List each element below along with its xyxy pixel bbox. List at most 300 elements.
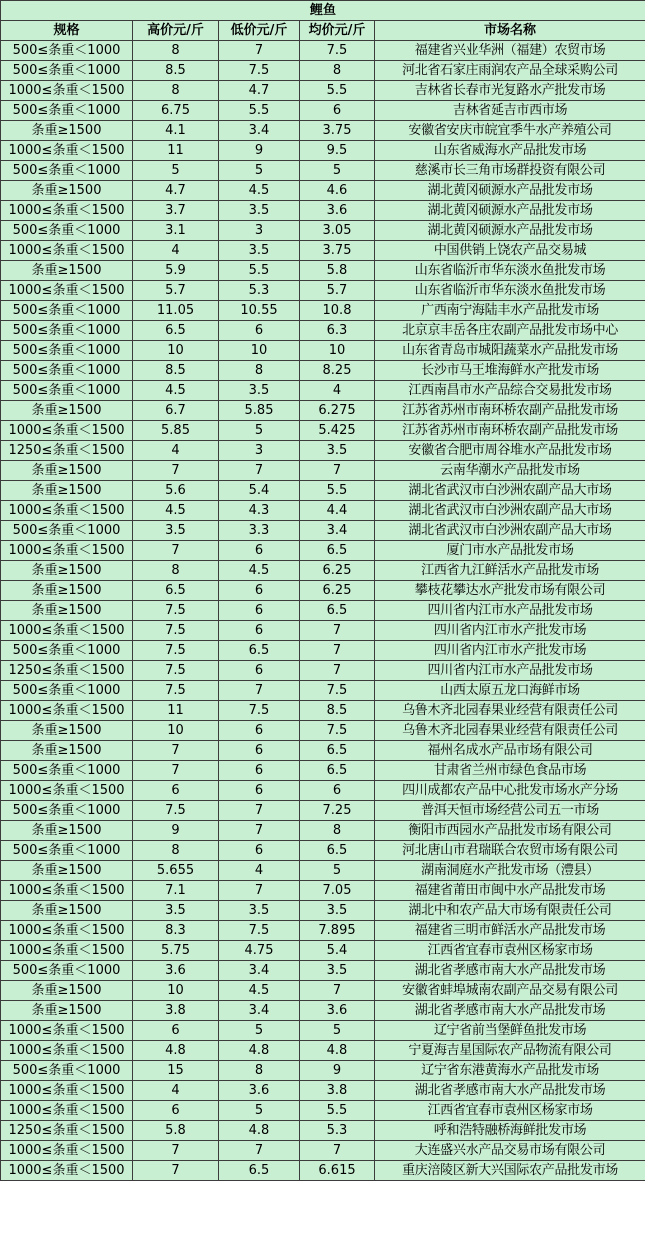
cell-market: 湖南洞庭水产批发市场（澧县）	[375, 861, 645, 881]
table-row	[1, 1141, 645, 1161]
cell-high-price: 10	[133, 341, 219, 361]
header-high-price: 高价元/斤	[133, 21, 219, 41]
cell-low-price: 3.5	[219, 201, 300, 221]
cell-market: 安徽省安庆市皖宜季牛水产养殖公司	[375, 121, 645, 141]
cell-spec: 500≤条重＜1000	[1, 521, 133, 541]
cell-spec: 1000≤条重＜1500	[1, 501, 133, 521]
table-row	[1, 781, 645, 801]
cell-low-price: 7	[219, 681, 300, 701]
cell-high-price: 3.5	[133, 901, 219, 921]
header-spec: 规格	[1, 21, 133, 41]
cell-high-price: 7.5	[133, 661, 219, 681]
cell-avg-price: 5	[300, 1021, 375, 1041]
table-row	[1, 401, 645, 421]
cell-avg-price: 3.8	[300, 1081, 375, 1101]
cell-low-price: 4.8	[219, 1121, 300, 1141]
cell-market: 湖北省武汉市白沙洲农副产品大市场	[375, 481, 645, 501]
cell-avg-price: 6.275	[300, 401, 375, 421]
cell-high-price: 4	[133, 441, 219, 461]
table-row	[1, 41, 645, 61]
cell-high-price: 7	[133, 761, 219, 781]
table-row	[1, 561, 645, 581]
cell-avg-price: 8	[300, 61, 375, 81]
cell-market: 四川省内江市水产品批发市场	[375, 601, 645, 621]
cell-market: 广西南宁海陆丰水产品批发市场	[375, 301, 645, 321]
cell-low-price: 6.5	[219, 1161, 300, 1181]
cell-low-price: 6	[219, 601, 300, 621]
cell-market: 四川省内江市水产品批发市场	[375, 661, 645, 681]
table-row	[1, 961, 645, 981]
cell-low-price: 7	[219, 41, 300, 61]
cell-high-price: 3.7	[133, 201, 219, 221]
cell-high-price: 6	[133, 1021, 219, 1041]
cell-avg-price: 5	[300, 861, 375, 881]
cell-low-price: 4.5	[219, 181, 300, 201]
cell-low-price: 5	[219, 1101, 300, 1121]
table-row	[1, 61, 645, 81]
cell-market: 江西省宜春市袁州区杨家市场	[375, 941, 645, 961]
cell-high-price: 5.6	[133, 481, 219, 501]
cell-avg-price: 7	[300, 621, 375, 641]
cell-low-price: 3.5	[219, 381, 300, 401]
cell-avg-price: 7	[300, 1141, 375, 1161]
table-row	[1, 701, 645, 721]
cell-low-price: 9	[219, 141, 300, 161]
cell-high-price: 5.655	[133, 861, 219, 881]
cell-spec: 条重≥1500	[1, 121, 133, 141]
cell-market: 福州名成水产品市场有限公司	[375, 741, 645, 761]
cell-spec: 1000≤条重＜1500	[1, 881, 133, 901]
cell-high-price: 6.75	[133, 101, 219, 121]
cell-avg-price: 9	[300, 1061, 375, 1081]
cell-avg-price: 7	[300, 641, 375, 661]
cell-spec: 条重≥1500	[1, 601, 133, 621]
table-row	[1, 841, 645, 861]
cell-low-price: 3.3	[219, 521, 300, 541]
table-row	[1, 641, 645, 661]
cell-market: 湖北黄冈硕源水产品批发市场	[375, 201, 645, 221]
cell-avg-price: 3.5	[300, 961, 375, 981]
cell-spec: 500≤条重＜1000	[1, 101, 133, 121]
cell-high-price: 5.85	[133, 421, 219, 441]
cell-avg-price: 9.5	[300, 141, 375, 161]
table-title: 鲤鱼	[1, 1, 645, 21]
cell-avg-price: 8.5	[300, 701, 375, 721]
cell-low-price: 3.5	[219, 901, 300, 921]
cell-high-price: 7	[133, 541, 219, 561]
cell-high-price: 7.5	[133, 601, 219, 621]
cell-spec: 1000≤条重＜1500	[1, 701, 133, 721]
cell-market: 湖北中和农产品大市场有限责任公司	[375, 901, 645, 921]
header-market: 市场名称	[375, 21, 645, 41]
cell-market: 北京京丰岳各庄农副产品批发市场中心	[375, 321, 645, 341]
cell-low-price: 4.7	[219, 81, 300, 101]
cell-high-price: 3.8	[133, 1001, 219, 1021]
cell-market: 河北唐山市君瑞联合农贸市场有限公司	[375, 841, 645, 861]
cell-high-price: 3.5	[133, 521, 219, 541]
table-row	[1, 1061, 645, 1081]
cell-high-price: 8.5	[133, 61, 219, 81]
cell-market: 吉林省长春市光复路水产批发市场	[375, 81, 645, 101]
cell-avg-price: 3.5	[300, 441, 375, 461]
cell-high-price: 8.3	[133, 921, 219, 941]
cell-avg-price: 10.8	[300, 301, 375, 321]
cell-spec: 条重≥1500	[1, 741, 133, 761]
cell-market: 福建省兴业华洲（福建）农贸市场	[375, 41, 645, 61]
cell-high-price: 8	[133, 561, 219, 581]
cell-avg-price: 6	[300, 781, 375, 801]
cell-low-price: 5.3	[219, 281, 300, 301]
cell-low-price: 3.4	[219, 121, 300, 141]
table-row	[1, 481, 645, 501]
table-row	[1, 421, 645, 441]
cell-low-price: 3.5	[219, 241, 300, 261]
cell-high-price: 3.6	[133, 961, 219, 981]
cell-market: 湖北省武汉市白沙洲农副产品大市场	[375, 501, 645, 521]
cell-market: 四川省内江市水产批发市场	[375, 621, 645, 641]
cell-avg-price: 3.5	[300, 901, 375, 921]
cell-low-price: 7	[219, 461, 300, 481]
cell-spec: 条重≥1500	[1, 261, 133, 281]
table-row	[1, 581, 645, 601]
cell-avg-price: 6.5	[300, 841, 375, 861]
table-row	[1, 621, 645, 641]
cell-high-price: 6.5	[133, 581, 219, 601]
cell-avg-price: 6	[300, 101, 375, 121]
cell-low-price: 5	[219, 161, 300, 181]
cell-avg-price: 5.3	[300, 1121, 375, 1141]
cell-high-price: 4	[133, 1081, 219, 1101]
table-row	[1, 121, 645, 141]
table-row	[1, 201, 645, 221]
cell-market: 湖北黄冈硕源水产品批发市场	[375, 221, 645, 241]
cell-high-price: 11	[133, 141, 219, 161]
cell-spec: 条重≥1500	[1, 861, 133, 881]
table-row	[1, 181, 645, 201]
cell-avg-price: 6.25	[300, 581, 375, 601]
cell-market: 四川成都农产品中心批发市场水产分场	[375, 781, 645, 801]
cell-market: 湖北省武汉市白沙洲农副产品大市场	[375, 521, 645, 541]
table-row	[1, 881, 645, 901]
cell-avg-price: 8	[300, 821, 375, 841]
cell-spec: 条重≥1500	[1, 181, 133, 201]
cell-avg-price: 10	[300, 341, 375, 361]
table-row	[1, 381, 645, 401]
cell-spec: 条重≥1500	[1, 581, 133, 601]
cell-market: 山西太原五龙口海鲜市场	[375, 681, 645, 701]
cell-spec: 1000≤条重＜1500	[1, 921, 133, 941]
cell-avg-price: 4.6	[300, 181, 375, 201]
cell-low-price: 4	[219, 861, 300, 881]
cell-high-price: 4.7	[133, 181, 219, 201]
cell-avg-price: 4.8	[300, 1041, 375, 1061]
header-row	[1, 21, 645, 41]
table-row	[1, 761, 645, 781]
cell-avg-price: 6.5	[300, 741, 375, 761]
table-row	[1, 501, 645, 521]
cell-market: 江西南昌市水产品综合交易批发市场	[375, 381, 645, 401]
cell-avg-price: 6.615	[300, 1161, 375, 1181]
table-row	[1, 1021, 645, 1041]
cell-low-price: 5.5	[219, 101, 300, 121]
cell-spec: 500≤条重＜1000	[1, 161, 133, 181]
cell-spec: 1000≤条重＜1500	[1, 1141, 133, 1161]
cell-spec: 500≤条重＜1000	[1, 61, 133, 81]
cell-market: 云南华潮水产品批发市场	[375, 461, 645, 481]
cell-market: 山东省威海水产品批发市场	[375, 141, 645, 161]
cell-avg-price: 7.5	[300, 41, 375, 61]
table-row	[1, 341, 645, 361]
cell-low-price: 3.6	[219, 1081, 300, 1101]
table-row	[1, 981, 645, 1001]
cell-low-price: 5.4	[219, 481, 300, 501]
cell-low-price: 10	[219, 341, 300, 361]
cell-high-price: 4.5	[133, 381, 219, 401]
cell-high-price: 4.8	[133, 1041, 219, 1061]
cell-spec: 500≤条重＜1000	[1, 841, 133, 861]
cell-high-price: 11.05	[133, 301, 219, 321]
cell-high-price: 6.5	[133, 321, 219, 341]
cell-high-price: 5.8	[133, 1121, 219, 1141]
cell-avg-price: 6.5	[300, 761, 375, 781]
cell-low-price: 4.3	[219, 501, 300, 521]
cell-spec: 500≤条重＜1000	[1, 1061, 133, 1081]
cell-low-price: 3.4	[219, 961, 300, 981]
cell-market: 山东省青岛市城阳蔬菜水产品批发市场	[375, 341, 645, 361]
cell-market: 江西省九江鲜活水产品批发市场	[375, 561, 645, 581]
cell-avg-price: 6.5	[300, 541, 375, 561]
cell-low-price: 6.5	[219, 641, 300, 661]
cell-high-price: 7.5	[133, 681, 219, 701]
cell-spec: 条重≥1500	[1, 481, 133, 501]
cell-low-price: 5.85	[219, 401, 300, 421]
cell-low-price: 7.5	[219, 701, 300, 721]
table-row	[1, 321, 645, 341]
cell-avg-price: 3.75	[300, 241, 375, 261]
cell-market: 吉林省延吉市西市场	[375, 101, 645, 121]
cell-spec: 500≤条重＜1000	[1, 761, 133, 781]
table-row	[1, 161, 645, 181]
cell-spec: 1250≤条重＜1500	[1, 441, 133, 461]
cell-low-price: 4.8	[219, 1041, 300, 1061]
cell-market: 河北省石家庄雨润农产品全球采购公司	[375, 61, 645, 81]
cell-low-price: 5	[219, 1021, 300, 1041]
cell-low-price: 7.5	[219, 921, 300, 941]
cell-high-price: 7.5	[133, 801, 219, 821]
cell-spec: 条重≥1500	[1, 981, 133, 1001]
cell-spec: 条重≥1500	[1, 461, 133, 481]
cell-spec: 500≤条重＜1000	[1, 341, 133, 361]
cell-avg-price: 3.75	[300, 121, 375, 141]
cell-high-price: 9	[133, 821, 219, 841]
cell-spec: 条重≥1500	[1, 821, 133, 841]
cell-spec: 500≤条重＜1000	[1, 961, 133, 981]
cell-market: 四川省内江市水产批发市场	[375, 641, 645, 661]
cell-avg-price: 7	[300, 461, 375, 481]
cell-avg-price: 7.5	[300, 681, 375, 701]
cell-market: 甘肃省兰州市绿色食品市场	[375, 761, 645, 781]
cell-market: 宁夏海吉星国际农产品物流有限公司	[375, 1041, 645, 1061]
cell-high-price: 4	[133, 241, 219, 261]
cell-high-price: 5	[133, 161, 219, 181]
cell-spec: 500≤条重＜1000	[1, 381, 133, 401]
cell-market: 厦门市水产品批发市场	[375, 541, 645, 561]
cell-spec: 500≤条重＜1000	[1, 301, 133, 321]
table-row	[1, 721, 645, 741]
cell-avg-price: 7	[300, 981, 375, 1001]
table-row	[1, 441, 645, 461]
cell-market: 福建省三明市鲜活水产品批发市场	[375, 921, 645, 941]
cell-spec: 1000≤条重＜1500	[1, 941, 133, 961]
cell-high-price: 3.1	[133, 221, 219, 241]
cell-avg-price: 5.8	[300, 261, 375, 281]
cell-spec: 条重≥1500	[1, 721, 133, 741]
cell-high-price: 5.7	[133, 281, 219, 301]
cell-avg-price: 7.25	[300, 801, 375, 821]
cell-spec: 1000≤条重＜1500	[1, 201, 133, 221]
cell-avg-price: 3.6	[300, 1001, 375, 1021]
cell-high-price: 7.5	[133, 621, 219, 641]
cell-high-price: 7.5	[133, 641, 219, 661]
cell-spec: 1000≤条重＜1500	[1, 421, 133, 441]
table-row	[1, 101, 645, 121]
cell-high-price: 10	[133, 721, 219, 741]
cell-avg-price: 5.5	[300, 481, 375, 501]
cell-spec: 500≤条重＜1000	[1, 321, 133, 341]
cell-spec: 条重≥1500	[1, 401, 133, 421]
cell-high-price: 15	[133, 1061, 219, 1081]
cell-avg-price: 5.5	[300, 1101, 375, 1121]
cell-market: 中国供销上饶农产品交易城	[375, 241, 645, 261]
cell-market: 辽宁省东港黄海水产品批发市场	[375, 1061, 645, 1081]
cell-low-price: 6	[219, 541, 300, 561]
cell-high-price: 5.75	[133, 941, 219, 961]
cell-avg-price: 3.6	[300, 201, 375, 221]
cell-market: 山东省临沂市华东淡水鱼批发市场	[375, 261, 645, 281]
cell-high-price: 11	[133, 701, 219, 721]
cell-high-price: 6	[133, 781, 219, 801]
cell-spec: 500≤条重＜1000	[1, 681, 133, 701]
cell-avg-price: 4.4	[300, 501, 375, 521]
cell-spec: 1000≤条重＜1500	[1, 1021, 133, 1041]
cell-high-price: 8.5	[133, 361, 219, 381]
cell-market: 湖北省孝感市南大水产品批发市场	[375, 1081, 645, 1101]
cell-high-price: 7	[133, 1141, 219, 1161]
table-row	[1, 661, 645, 681]
cell-high-price: 5.9	[133, 261, 219, 281]
cell-avg-price: 7	[300, 661, 375, 681]
cell-spec: 1000≤条重＜1500	[1, 1101, 133, 1121]
table-row	[1, 541, 645, 561]
cell-low-price: 3	[219, 441, 300, 461]
cell-spec: 1000≤条重＜1500	[1, 141, 133, 161]
cell-market: 辽宁省前当堡鲜鱼批发市场	[375, 1021, 645, 1041]
cell-low-price: 5	[219, 421, 300, 441]
cell-spec: 1000≤条重＜1500	[1, 1081, 133, 1101]
cell-market: 普洱天恒市场经营公司五一市场	[375, 801, 645, 821]
cell-low-price: 6	[219, 621, 300, 641]
cell-low-price: 10.55	[219, 301, 300, 321]
cell-low-price: 7	[219, 881, 300, 901]
cell-low-price: 7	[219, 821, 300, 841]
cell-high-price: 10	[133, 981, 219, 1001]
cell-low-price: 8	[219, 361, 300, 381]
title-row	[1, 1, 645, 21]
cell-low-price: 3	[219, 221, 300, 241]
cell-avg-price: 6.5	[300, 601, 375, 621]
cell-spec: 500≤条重＜1000	[1, 41, 133, 61]
header-low-price: 低价元/斤	[219, 21, 300, 41]
table-body	[1, 41, 645, 1181]
cell-low-price: 6	[219, 841, 300, 861]
cell-avg-price: 6.25	[300, 561, 375, 581]
cell-low-price: 8	[219, 1061, 300, 1081]
cell-spec: 500≤条重＜1000	[1, 641, 133, 661]
cell-spec: 500≤条重＜1000	[1, 221, 133, 241]
table-row	[1, 861, 645, 881]
cell-market: 乌鲁木齐北园春果业经营有限责任公司	[375, 701, 645, 721]
cell-market: 江西省宜春市袁州区杨家市场	[375, 1101, 645, 1121]
cell-market: 湖北黄冈硕源水产品批发市场	[375, 181, 645, 201]
cell-market: 山东省临沂市华东淡水鱼批发市场	[375, 281, 645, 301]
cell-avg-price: 7.895	[300, 921, 375, 941]
table-row	[1, 141, 645, 161]
cell-high-price: 7	[133, 1161, 219, 1181]
table-row	[1, 1101, 645, 1121]
cell-low-price: 4.5	[219, 561, 300, 581]
cell-low-price: 7	[219, 801, 300, 821]
cell-low-price: 3.4	[219, 1001, 300, 1021]
cell-spec: 1250≤条重＜1500	[1, 1121, 133, 1141]
table-row	[1, 461, 645, 481]
cell-market: 呼和浩特融桥海鲜批发市场	[375, 1121, 645, 1141]
header-avg-price: 均价元/斤	[300, 21, 375, 41]
cell-market: 慈溪市长三角市场群投资有限公司	[375, 161, 645, 181]
table-row	[1, 1001, 645, 1021]
cell-low-price: 5.5	[219, 261, 300, 281]
table-row	[1, 301, 645, 321]
cell-high-price: 8	[133, 841, 219, 861]
cell-low-price: 6	[219, 741, 300, 761]
table-row	[1, 1121, 645, 1141]
cell-market: 湖北省孝感市南大水产品批发市场	[375, 1001, 645, 1021]
cell-market: 福建省莆田市闽中水产品批发市场	[375, 881, 645, 901]
cell-market: 大连盛兴水产品交易市场有限公司	[375, 1141, 645, 1161]
cell-market: 江苏省苏州市南环桥农副产品批发市场	[375, 401, 645, 421]
table-row	[1, 821, 645, 841]
cell-low-price: 6	[219, 781, 300, 801]
table-row	[1, 241, 645, 261]
cell-market: 长沙市马王堆海鲜水产批发市场	[375, 361, 645, 381]
cell-spec: 1000≤条重＜1500	[1, 781, 133, 801]
table-row	[1, 221, 645, 241]
cell-high-price: 6.7	[133, 401, 219, 421]
cell-spec: 500≤条重＜1000	[1, 801, 133, 821]
table-row	[1, 1041, 645, 1061]
table-row	[1, 681, 645, 701]
table-row	[1, 361, 645, 381]
cell-avg-price: 5.425	[300, 421, 375, 441]
cell-low-price: 6	[219, 661, 300, 681]
cell-spec: 500≤条重＜1000	[1, 361, 133, 381]
cell-spec: 1000≤条重＜1500	[1, 81, 133, 101]
cell-spec: 1000≤条重＜1500	[1, 281, 133, 301]
table-row	[1, 81, 645, 101]
cell-high-price: 6	[133, 1101, 219, 1121]
cell-avg-price: 5.5	[300, 81, 375, 101]
table-row	[1, 601, 645, 621]
cell-market: 安徽省合肥市周谷堆水产品批发市场	[375, 441, 645, 461]
